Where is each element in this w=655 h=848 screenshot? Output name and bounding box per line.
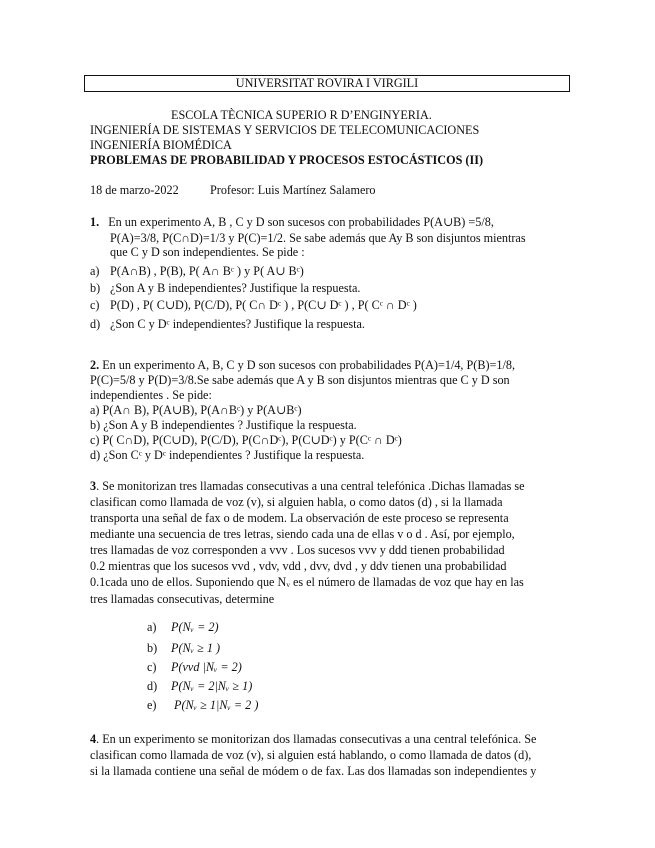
problem-1-number: 1. <box>90 215 100 229</box>
problem-4-line-2: clasifican como llamada de voz (v), si alguien está hablando, o como llamada de datos (d), <box>90 748 532 762</box>
item-label: a) <box>90 264 100 278</box>
university-header: UNIVERSITAT ROVIRA I VIRGILI <box>84 75 570 92</box>
item-label: a) <box>147 620 157 634</box>
item-text: P(vvd |Nᵥ = 2) <box>171 660 242 674</box>
item-text: ¿Son C y Dᶜ independientes? Justifique la respuesta. <box>110 317 365 331</box>
school-name: ESCOLA TÈCNICA SUPERIO R D’ENGINYERIA. <box>171 108 432 122</box>
problem-4-line-1 <box>90 732 536 747</box>
problem-2-line-1 <box>90 358 515 373</box>
problem-2-item-a: a) P(A∩ B), P(A∪B), P(A∩Bᶜ) y P(A∪Bᶜ) <box>90 403 302 417</box>
problem-2-number: 2. <box>90 358 100 372</box>
date: 18 de marzo-2022 <box>90 183 179 197</box>
item-text: P(Nᵥ ≥ 1 ) <box>171 641 221 655</box>
problem-1-line-3: que C y D son independientes. Se pide : <box>110 245 305 259</box>
item-text: P(Nᵥ = 2|Nᵥ ≥ 1) <box>171 679 253 693</box>
problem-3-item-b <box>147 641 220 656</box>
item-label: b) <box>90 281 101 295</box>
item-label: d) <box>90 317 101 331</box>
page-title: PROBLEMAS DE PROBABILIDAD Y PROCESOS ESTOCÁSTICOS (II) <box>90 153 484 167</box>
problem-3-line-6: 0.2 mientras que los sucesos vvd , vdv, vdd , dvv, dvd , y ddv tienen una probabilidad <box>90 559 507 573</box>
item-label: e) <box>147 698 157 712</box>
problem-3-item-c <box>147 660 242 675</box>
problem-3-line-2: clasifican como llamada de voz (v), si alguien habla, o como datos (d) , si la llamada <box>90 495 503 509</box>
problem-2-line-2: P(C)=5/8 y P(D)=3/8.Se sabe además que A y B son disjuntos mientras que C y D son <box>90 373 510 387</box>
problem-3-line-7: 0.1cada uno de ellos. Suponiendo que Nᵥ es el número de llamadas de voz que hay en las <box>90 575 524 589</box>
problem-1-item-c <box>90 298 417 313</box>
problem-1-item-d <box>90 317 365 332</box>
problem-2-line-3: independientes . Se pide: <box>90 388 212 402</box>
item-label: d) <box>147 679 158 693</box>
problem-4-line-3: si la llamada contiene una señal de módem o de fax. Las dos llamadas son independientes y <box>90 764 537 778</box>
problem-4-number: 4 <box>90 732 97 746</box>
degree-biomedical: INGENIERÍA BIOMÉDICA <box>90 138 232 152</box>
item-label: b) <box>147 641 158 655</box>
problem-2-text: En un experimento A, B, C y D son sucesos con probabilidades P(A)=1/4, P(B)=1/8, <box>102 358 516 372</box>
problem-3-line-5: tres llamadas de voz corresponden a vvv . Los sucesos vvv y ddd tienen probabilidad <box>90 543 505 557</box>
item-text: P(Nᵥ = 2) <box>171 620 219 634</box>
problem-3-number: 3 <box>90 479 97 493</box>
item-text: P(Nᵥ ≥ 1|Nᵥ = 2 ) <box>171 698 259 712</box>
problem-3-item-d <box>147 679 252 694</box>
problem-1-item-b <box>90 281 360 296</box>
problem-1-line-1 <box>90 215 494 230</box>
problem-4-text: . En un experimento se monitorizan dos llamadas consecutivas a una central telefónica. Se <box>96 732 537 746</box>
item-label: c) <box>90 298 100 312</box>
problem-2-item-b: b) ¿Son A y B independientes ? Justifique la respuesta. <box>90 418 357 432</box>
problem-3-line-8: tres llamadas consecutivas, determine <box>90 592 275 606</box>
item-label: c) <box>147 660 157 674</box>
problem-3-line-3: transporta una señal de fax o de modem. La observación de este proceso se representa <box>90 511 509 525</box>
professor: Profesor: Luis Martínez Salamero <box>210 183 376 197</box>
problem-2-item-d: d) ¿Son Cᶜ y Dᶜ independientes ? Justifique la respuesta. <box>90 448 365 462</box>
problem-1-item-a <box>90 264 304 279</box>
problem-1-line-2: P(A)=3/8, P(C∩D)=1/3 y P(C)=1/2. Se sabe además que Ay B son disjuntos mientras <box>110 231 526 245</box>
item-text: P(D) , P( C∪D), P(C/D), P( C∩ Dᶜ ) , P(C∪ Dᶜ ) , P( Cᶜ ∩ Dᶜ ) <box>110 298 417 312</box>
problem-3-text: . Se monitorizan tres llamadas consecutivas a una central telefónica .Dichas llamadas se <box>96 479 525 493</box>
problem-2-item-c: c) P( C∩D), P(C∪D), P(C/D), P(C∩Dᶜ), P(C∪Dᶜ) y P(Cᶜ ∩ Dᶜ) <box>90 433 402 447</box>
item-text: ¿Son A y B independientes? Justifique la respuesta. <box>110 281 361 295</box>
problem-3-item-a <box>147 620 219 635</box>
degree-telecom: INGENIERÍA DE SISTEMAS Y SERVICIOS DE TELECOMUNICACIONES <box>90 123 480 137</box>
problem-1-text: En un experimento A, B , C y D son sucesos con probabilidades P(A∪B) =5/8, <box>108 215 494 229</box>
problem-3-line-4: mediante una secuencia de tres letras, siendo cada una de ellas v o d . Así, por ejemplo, <box>90 527 515 541</box>
problem-3-item-e <box>147 698 258 713</box>
item-text: P(A∩B) , P(B), P( A∩ Bᶜ ) y P( A∪ Bᶜ) <box>110 264 304 278</box>
problem-3-line-1 <box>90 479 525 494</box>
